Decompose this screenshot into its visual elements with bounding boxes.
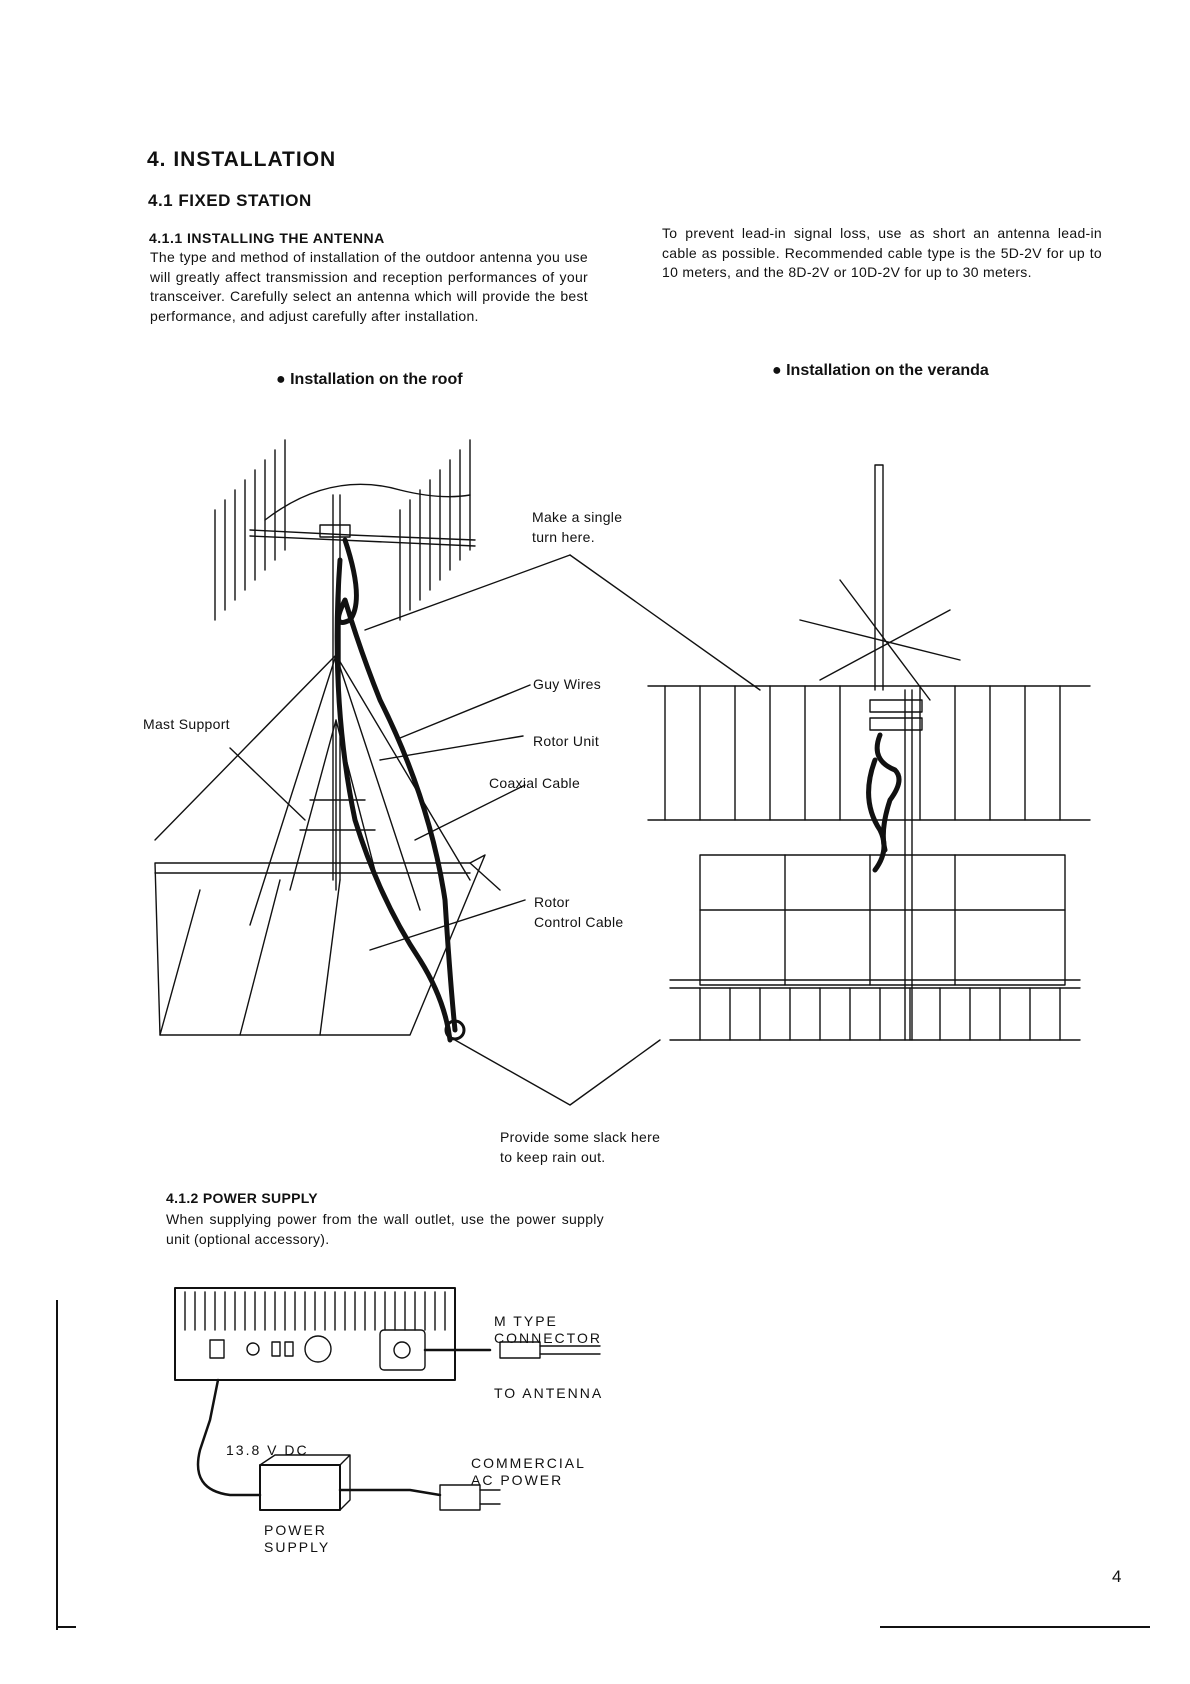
veranda-caption: ● Installation on the veranda (772, 362, 989, 379)
page-edge-bottom (880, 1626, 1150, 1628)
veranda-illustration (648, 465, 1090, 1040)
label-slack-1: Provide some slack here (500, 1129, 661, 1145)
label-mast-support: Mast Support (143, 716, 230, 732)
label-commercial: COMMERCIAL (471, 1455, 586, 1471)
label-supply: SUPPLY (264, 1539, 331, 1555)
antenna-paragraph: The type and method of installation of the outdoor antenna you use will greatly affect transmission and reception performances of your transceiver. Carefully select an antenna which will provide the best performance, and adjust carefully after installation. (150, 249, 588, 324)
power-heading: 4.1.2 POWER SUPPLY (166, 1190, 318, 1206)
label-slack-2: to keep rain out. (500, 1149, 606, 1165)
section-title: 4. INSTALLATION (147, 148, 337, 171)
label-coaxial-cable: Coaxial Cable (489, 775, 581, 791)
page-number: 4 (1112, 1567, 1122, 1586)
page-edge-corner (56, 1626, 76, 1628)
roof-illustration (155, 440, 760, 1105)
label-guy-wires: Guy Wires (533, 676, 602, 692)
label-ac-power: AC POWER (471, 1472, 564, 1488)
label-mtype-1: M TYPE (494, 1313, 558, 1329)
label-power: POWER (264, 1522, 327, 1538)
label-mtype-2: CONNECTOR (494, 1330, 602, 1346)
section-subtitle: 4.1 FIXED STATION (148, 191, 312, 210)
page-edge-left (56, 1300, 58, 1630)
label-to-antenna: TO ANTENNA (494, 1385, 604, 1401)
power-paragraph: When supplying power from the wall outlet, use the power supply unit (optional accessory). (166, 1211, 604, 1247)
roof-caption: ● Installation on the roof (276, 371, 463, 388)
label-rotor-unit: Rotor Unit (533, 733, 600, 749)
antenna-heading: 4.1.1 INSTALLING THE ANTENNA (149, 230, 385, 246)
label-turn-line-2: turn here. (532, 529, 595, 545)
label-rotor-control-1: Rotor (534, 894, 570, 910)
label-turn-line-1: Make a single (532, 509, 623, 525)
lead-in-paragraph: To prevent lead-in signal loss, use as short an antenna lead-in cable as possible. Recommended cable type is the 5D-2V for up to 10 meters, and the 8D-2V or 10D-2V for up to 30 meters. (662, 225, 1102, 280)
label-13v-dc: 13.8 V DC (226, 1442, 309, 1458)
label-rotor-control-2: Control Cable (534, 914, 624, 930)
